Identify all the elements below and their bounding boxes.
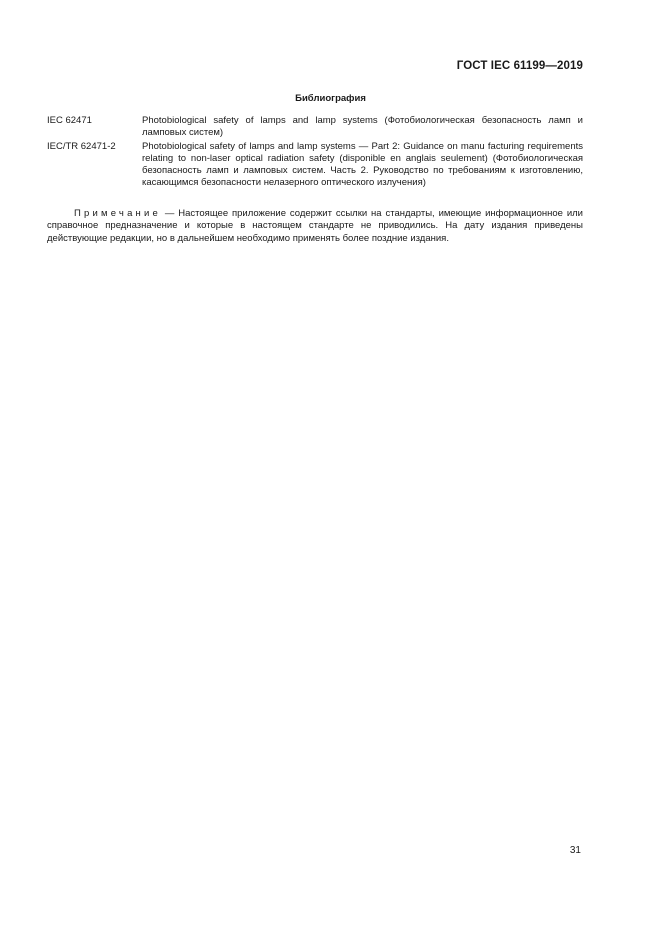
bibliography-entry-text: Photobiological safety of lamps and lamp systems — Part 2: Guidance on manu facturing requirements relating to non-laser optical radiation safety (disponible en anglais seulement) (Фотобиологическая безопасность ламп и ламповых систем. Часть 2. Руководство по требованиям к изготовлению, касающимся безопасности нелазерного оптического излучения) [142, 140, 583, 189]
note-paragraph [47, 208, 583, 245]
bibliography-entry-text: Photobiological safety of lamps and lamp systems (Фотобиологическая безопасность ламп и ламповых систем) [142, 115, 583, 139]
bibliography-title: Библиография [295, 93, 366, 104]
page-number: 31 [569, 845, 581, 856]
standard-code-header: ГОСТ IEC 61199—2019 [456, 60, 583, 72]
note-text: — Настоящее приложение содержит ссылки на стандарты, имеющие информационное или справочное предназначение и которые в настоящем стандарте не приводились. На дату издания приведены действующие редакции, но в дальнейшем необходимо применять более поздние издания. [47, 208, 583, 244]
bibliography-entry-code: IEC 62471 [47, 115, 92, 126]
bibliography-entry [47, 141, 583, 190]
bibliography-entry-code: IEC/TR 62471-2 [47, 140, 116, 152]
bibliography-entry [47, 115, 583, 140]
bibliography-list [47, 115, 583, 191]
note-label: Примечание [74, 208, 161, 219]
